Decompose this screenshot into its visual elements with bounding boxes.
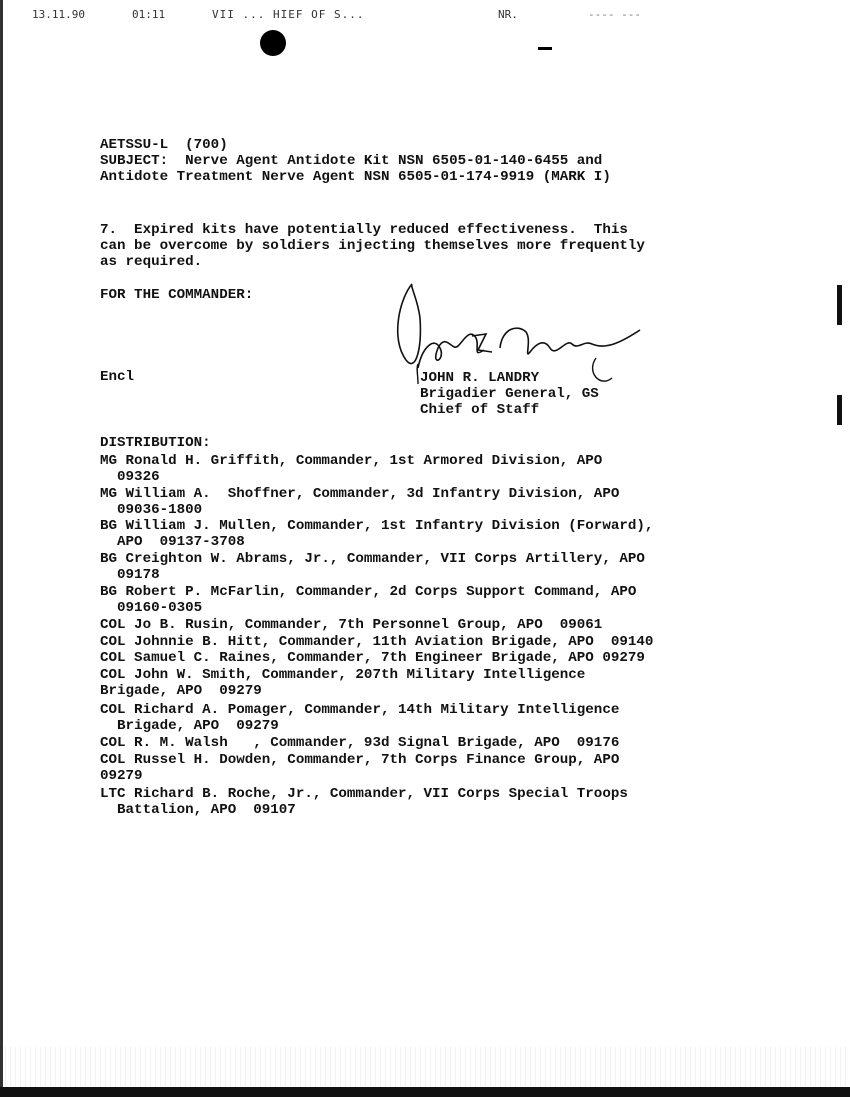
scan-mark-right-top xyxy=(837,285,842,325)
distribution-line: COL Johnnie B. Hitt, Commander, 11th Aviation Brigade, APO 09140 xyxy=(100,634,654,650)
office-symbol: AETSSU-L (700) xyxy=(100,137,228,153)
signer-title: Chief of Staff xyxy=(420,402,540,418)
fax-number-label: NR. xyxy=(498,8,518,21)
distribution-line: 09178 xyxy=(100,567,160,583)
distribution-line: 09160-0305 xyxy=(100,600,203,616)
distribution-line: Brigade, APO 09279 xyxy=(100,718,279,734)
distribution-line: MG Ronald H. Griffith, Commander, 1st Armored Division, APO xyxy=(100,453,603,469)
distribution-line: 09326 xyxy=(100,469,160,485)
distribution-line: BG Robert P. McFarlin, Commander, 2d Corps Support Command, APO xyxy=(100,584,637,600)
distribution-line: COL Russel H. Dowden, Commander, 7th Corps Finance Group, APO xyxy=(100,752,620,768)
paragraph-7-line-3: as required. xyxy=(100,254,203,270)
distribution-line: Brigade, APO 09279 xyxy=(100,683,262,699)
distribution-heading: DISTRIBUTION: xyxy=(100,435,211,451)
scan-dash-mark xyxy=(538,47,552,50)
distribution-line: COL Richard A. Pomager, Commander, 14th Military Intelligence xyxy=(100,702,620,718)
subject-line-1: SUBJECT: Nerve Agent Antidote Kit NSN 6505-01-140-6455 and xyxy=(100,153,603,169)
distribution-line: Battalion, APO 09107 xyxy=(100,802,296,818)
distribution-line: MG William A. Shoffner, Commander, 3d Infantry Division, APO xyxy=(100,486,620,502)
distribution-line: COL Jo B. Rusin, Commander, 7th Personnel Group, APO 09061 xyxy=(100,617,603,633)
scan-mark-right-bottom xyxy=(837,395,842,425)
distribution-line: BG William J. Mullen, Commander, 1st Infantry Division (Forward), xyxy=(100,518,654,534)
paragraph-7-line-1: 7. Expired kits have potentially reduced effectiveness. This xyxy=(100,222,628,238)
distribution-line: 09036-1800 xyxy=(100,502,203,518)
for-the-commander: FOR THE COMMANDER: xyxy=(100,287,254,303)
fax-date: 13.11.90 xyxy=(32,8,85,21)
scan-blot xyxy=(260,30,286,56)
signature-block xyxy=(420,370,599,418)
distribution-line: APO 09137-3708 xyxy=(100,534,245,550)
scan-edge-bottom xyxy=(0,1087,850,1097)
enclosure-label: Encl xyxy=(100,369,135,385)
distribution-line: COL R. M. Walsh , Commander, 93d Signal Brigade, APO 09176 xyxy=(100,735,620,751)
scan-noise xyxy=(0,1047,850,1087)
distribution-line: COL Samuel C. Raines, Commander, 7th Engineer Brigade, APO 09279 xyxy=(100,650,645,666)
distribution-line: BG Creighton W. Abrams, Jr., Commander, VII Corps Artillery, APO xyxy=(100,551,645,567)
paragraph-7-line-2: can be overcome by soldiers injecting themselves more frequently xyxy=(100,238,645,254)
fax-sender: VII ... HIEF OF S... xyxy=(212,8,365,21)
distribution-line: COL John W. Smith, Commander, 207th Military Intelligence xyxy=(100,667,586,683)
subject-line-2: Antidote Treatment Nerve Agent NSN 6505-01-174-9919 (MARK I) xyxy=(100,169,611,185)
fax-header xyxy=(32,8,672,28)
fax-dashes: ---- --- xyxy=(588,8,641,21)
scan-edge-left xyxy=(0,0,3,1097)
distribution-line: 09279 xyxy=(100,768,143,784)
signer-name: JOHN R. LANDRY xyxy=(420,370,540,386)
distribution-line: LTC Richard B. Roche, Jr., Commander, VII Corps Special Troops xyxy=(100,786,628,802)
fax-time: 01:11 xyxy=(132,8,166,21)
signer-rank: Brigadier General, GS xyxy=(420,386,599,402)
